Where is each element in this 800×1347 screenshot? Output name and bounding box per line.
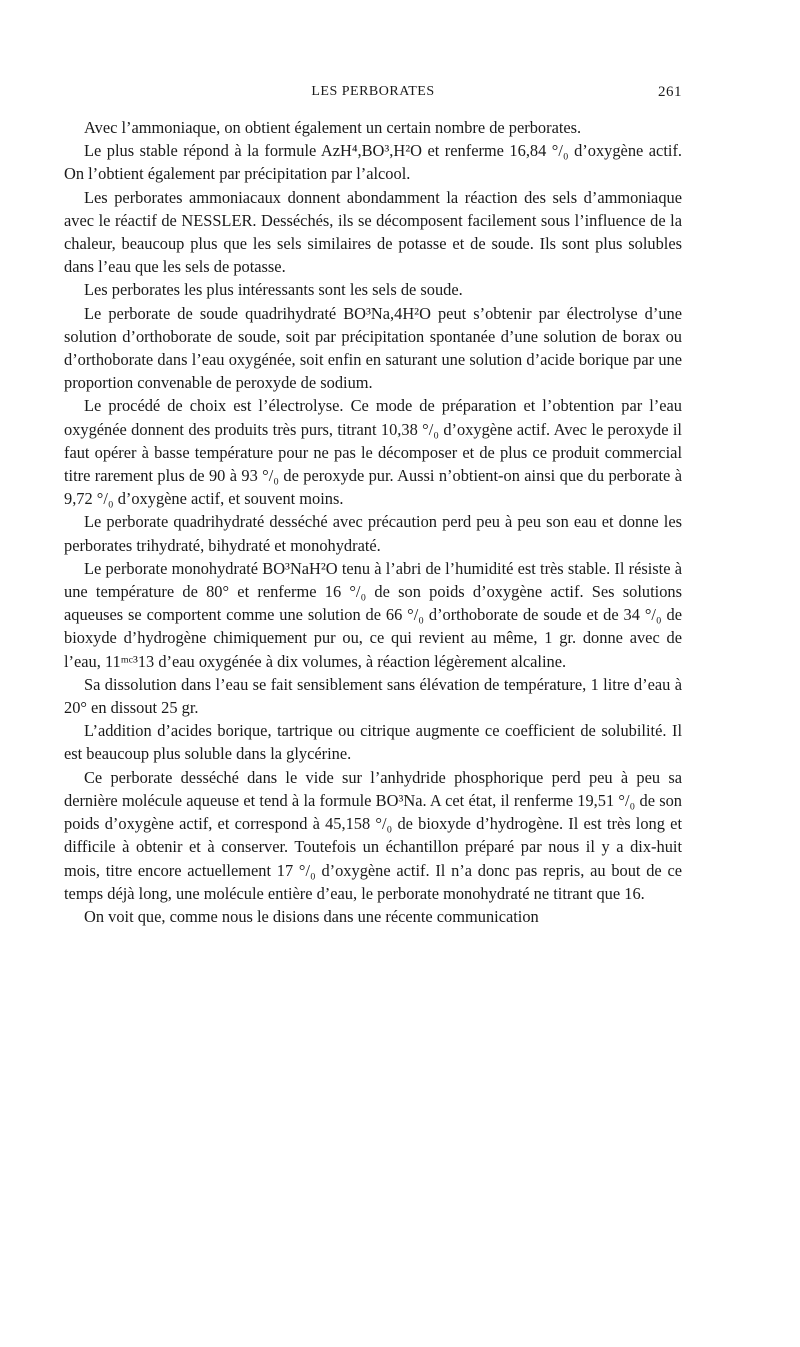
paragraph: Le perborate de soude quadrihydraté BO³Na,4H²O peut s’obtenir par électrolyse d’une solution d’orthoborate de soude, soit par précipitation spontanée d’une solution de borax ou d’orthoborate dans l’eau oxygénée, soit enfin en saturant une solution d’acide borique par une proportion convenable de peroxyde de sodium. — [64, 303, 682, 393]
paragraph: Ce perborate desséché dans le vide sur l’anhydride phosphorique perd peu à peu sa dernière molécule aqueuse et tend à la formule BO³Na. A cet état, il renferme 19,51 °/₀ de son poids d’oxygène actif, et correspond à 45,158 °/₀ de bioxyde d’hydrogène. Il est très long et difficile à obtenir et à conserver. Toutefois un échantillon préparé par nous il y a dix-huit mois, titre encore actuellement 17 °/₀ d’oxygène actif. Il n’a donc pas repris, au bout de ce temps déjà long, une molécule entière d’eau, le perborate monohydraté ne titrant que 16. — [64, 767, 682, 903]
paragraph: Le plus stable répond à la formule AzH⁴,BO³,H²O et renferme 16,84 °/₀ d’oxygène actif. On l’obtient également par précipitation par l’alcool. — [64, 141, 682, 184]
body-text — [64, 116, 682, 928]
document-page — [64, 84, 682, 928]
paragraph: Le procédé de choix est l’électrolyse. Ce mode de préparation et l’obtention par l’eau oxygénée donnent des produits très purs, titrant 10,38 °/₀ d’oxygène actif. Avec le peroxyde il faut opérer à basse température pour ne pas le décomposer et de plus ce produit commercial titre rarement plus de 90 à 93 °/₀ de peroxyde pur. Aussi n’obtient-on ainsi que du perborate à 9,72 °/₀ d’oxygène actif, et souvent moins. — [64, 396, 682, 509]
page-number: 261 — [658, 84, 682, 100]
paragraph: On voit que, comme nous le disions dans une récente communication — [84, 906, 539, 926]
paragraph: Avec l’ammoniaque, on obtient également un certain nombre de perborates. — [84, 118, 582, 137]
paragraph: L’addition d’acides borique, tartrique ou citrique augmente ce coefficient de solubilité. Il est beaucoup plus soluble dans la glycérine. — [64, 721, 682, 764]
paragraph: Le perborate quadrihydraté desséché avec précaution perd peu à peu son eau et donne les perborates trihydraté, bihydraté et monohydraté. — [64, 512, 682, 555]
paragraph: Le perborate monohydraté BO³NaH²O tenu à l’abri de l’humidité est très stable. Il résiste à une température de 80° et renferme 16 °/₀ de son poids d’oxygène actif. Ses solutions aqueuses se comportent comme une solution de 66 °/₀ d’orthoborate de soude et de 34 °/₀ de bioxyde d’hydrogène chimiquement pur ou, ce qui revient au même, 1 gr. donne avec de l’eau, 11ᵐᶜ³13 d’eau oxygénée à dix volumes, à réaction légèrement alcaline. — [64, 558, 682, 671]
paragraph: Sa dissolution dans l’eau se fait sensiblement sans élévation de température, 1 litre d’eau à 20° en dissout 25 gr. — [64, 674, 682, 718]
paragraph: Les perborates les plus intéressants sont les sels de soude. — [84, 280, 463, 300]
running-header — [64, 84, 682, 106]
paragraph: Les perborates ammoniacaux donnent abondamment la réaction des sels d’ammoniaque avec le réactif de NESSLER. Desséchés, ils se décomposent facilement sous l’influence de la chaleur, beaucoup plus que les sels similaires de potasse et de soude. Ils sont plus solubles dans l’eau que les sels de potasse. — [64, 187, 682, 277]
running-title: LES PERBORATES — [311, 84, 435, 99]
